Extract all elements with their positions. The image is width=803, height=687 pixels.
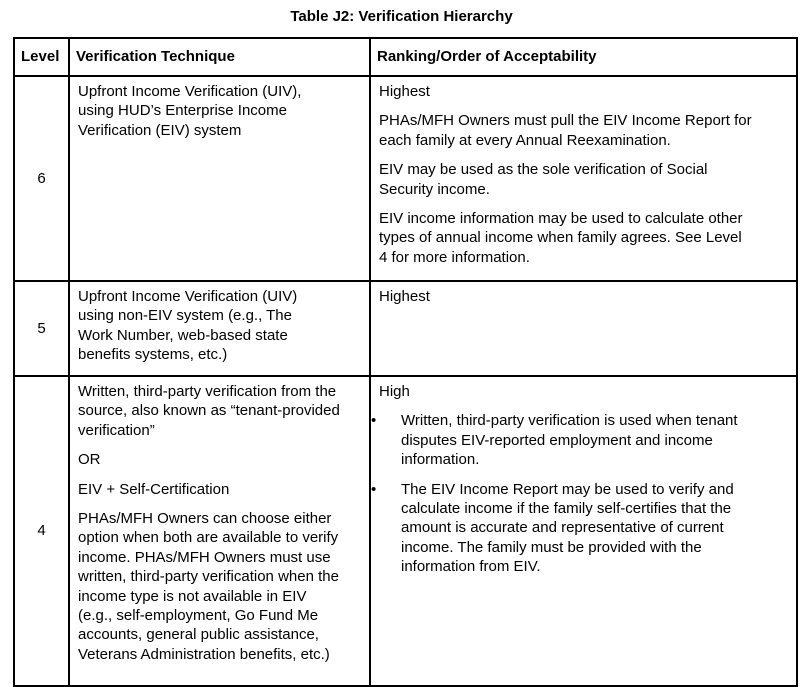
text-line: calculate income if the family self-certifies that the xyxy=(401,500,732,518)
paragraph xyxy=(379,82,788,101)
paragraph xyxy=(379,111,788,150)
table-header-row xyxy=(14,38,797,76)
text-line: EIV + Self-Certification xyxy=(78,480,230,498)
text-line: 4 for more information. xyxy=(379,248,530,266)
text-line: (e.g., self-employment, Go Fund Me xyxy=(78,607,319,625)
header-verification-technique: Verification Technique xyxy=(69,38,370,76)
ranking-cell xyxy=(370,281,797,376)
text-line: EIV income information may be used to calculate other xyxy=(379,210,743,228)
table-title: Table J2: Verification Hierarchy xyxy=(290,8,513,25)
text-line: income. The family must be provided with the xyxy=(401,538,702,556)
header-level: Level xyxy=(14,38,69,76)
text-line: The EIV Income Report may be used to verify and xyxy=(401,480,734,498)
text-line: information from EIV. xyxy=(401,558,541,576)
text-line: verification” xyxy=(78,421,155,439)
text-line: PHAs/MFH Owners can choose either xyxy=(78,510,332,528)
table-row xyxy=(14,281,797,376)
verification-hierarchy-table xyxy=(13,37,798,687)
paragraph xyxy=(78,509,361,664)
text-line: benefits systems, etc.) xyxy=(78,346,228,364)
text-line: Veterans Administration benefits, etc.) xyxy=(78,645,330,663)
text-line: each family at every Annual Reexamination. xyxy=(379,131,671,149)
ranking-cell xyxy=(370,376,797,686)
table-row xyxy=(14,76,797,281)
text-line: using HUD’s Enterprise Income xyxy=(78,102,287,120)
text-line: Upfront Income Verification (UIV) xyxy=(78,288,298,305)
level-cell: 6 xyxy=(14,76,69,281)
text-line: option when both are available to verify xyxy=(78,529,339,547)
text-line: Work Number, web-based state xyxy=(78,326,288,344)
text-line: PHAs/MFH Owners must pull the EIV Income Report for xyxy=(379,112,752,130)
text-line: Verification (EIV) system xyxy=(78,121,242,139)
paragraph xyxy=(379,382,788,401)
text-line: Highest xyxy=(379,83,430,100)
paragraph xyxy=(379,287,788,306)
text-line: Highest xyxy=(379,288,430,305)
paragraph xyxy=(78,82,361,140)
technique-cell xyxy=(69,281,370,376)
text-line: EIV may be used as the sole verification of Social xyxy=(379,161,708,179)
text-line: High xyxy=(379,383,410,400)
text-line: amount is accurate and representative of current xyxy=(401,519,724,537)
paragraph xyxy=(78,480,361,499)
text-line: Security income. xyxy=(379,180,490,198)
text-line: disputes EIV-reported employment and income xyxy=(401,431,713,449)
level-cell: 5 xyxy=(14,281,69,376)
bullet-icon: • xyxy=(371,480,377,498)
paragraph xyxy=(78,450,361,469)
bullet-item xyxy=(371,411,788,469)
text-line: Upfront Income Verification (UIV), xyxy=(78,83,302,100)
paragraph xyxy=(379,160,788,199)
paragraph xyxy=(78,382,361,440)
text-line: types of annual income when family agrees. See Level xyxy=(379,229,742,247)
table-row xyxy=(14,376,797,686)
text-line: OR xyxy=(78,451,101,469)
paragraph xyxy=(78,287,361,365)
paragraph xyxy=(379,209,788,267)
text-line: information. xyxy=(401,451,480,469)
header-ranking: Ranking/Order of Acceptability xyxy=(370,38,797,76)
ranking-cell xyxy=(370,76,797,281)
text-line: accounts, general public assistance, xyxy=(78,626,319,644)
text-line: income. PHAs/MFH Owners must use xyxy=(78,548,331,566)
level-cell: 4 xyxy=(14,376,69,686)
text-line: income type is not available in EIV xyxy=(78,587,307,605)
text-line: Written, third-party verification is used when tenant xyxy=(401,412,738,430)
bullet-icon: • xyxy=(371,412,377,430)
text-line: source, also known as “tenant-provided xyxy=(78,402,340,420)
text-line: written, third-party verification when the xyxy=(78,568,339,586)
technique-cell xyxy=(69,376,370,686)
text-line: Written, third-party verification from the xyxy=(78,383,337,400)
bullet-item xyxy=(371,480,788,577)
text-line: using non-EIV system (e.g., The xyxy=(78,307,292,325)
technique-cell xyxy=(69,76,370,281)
